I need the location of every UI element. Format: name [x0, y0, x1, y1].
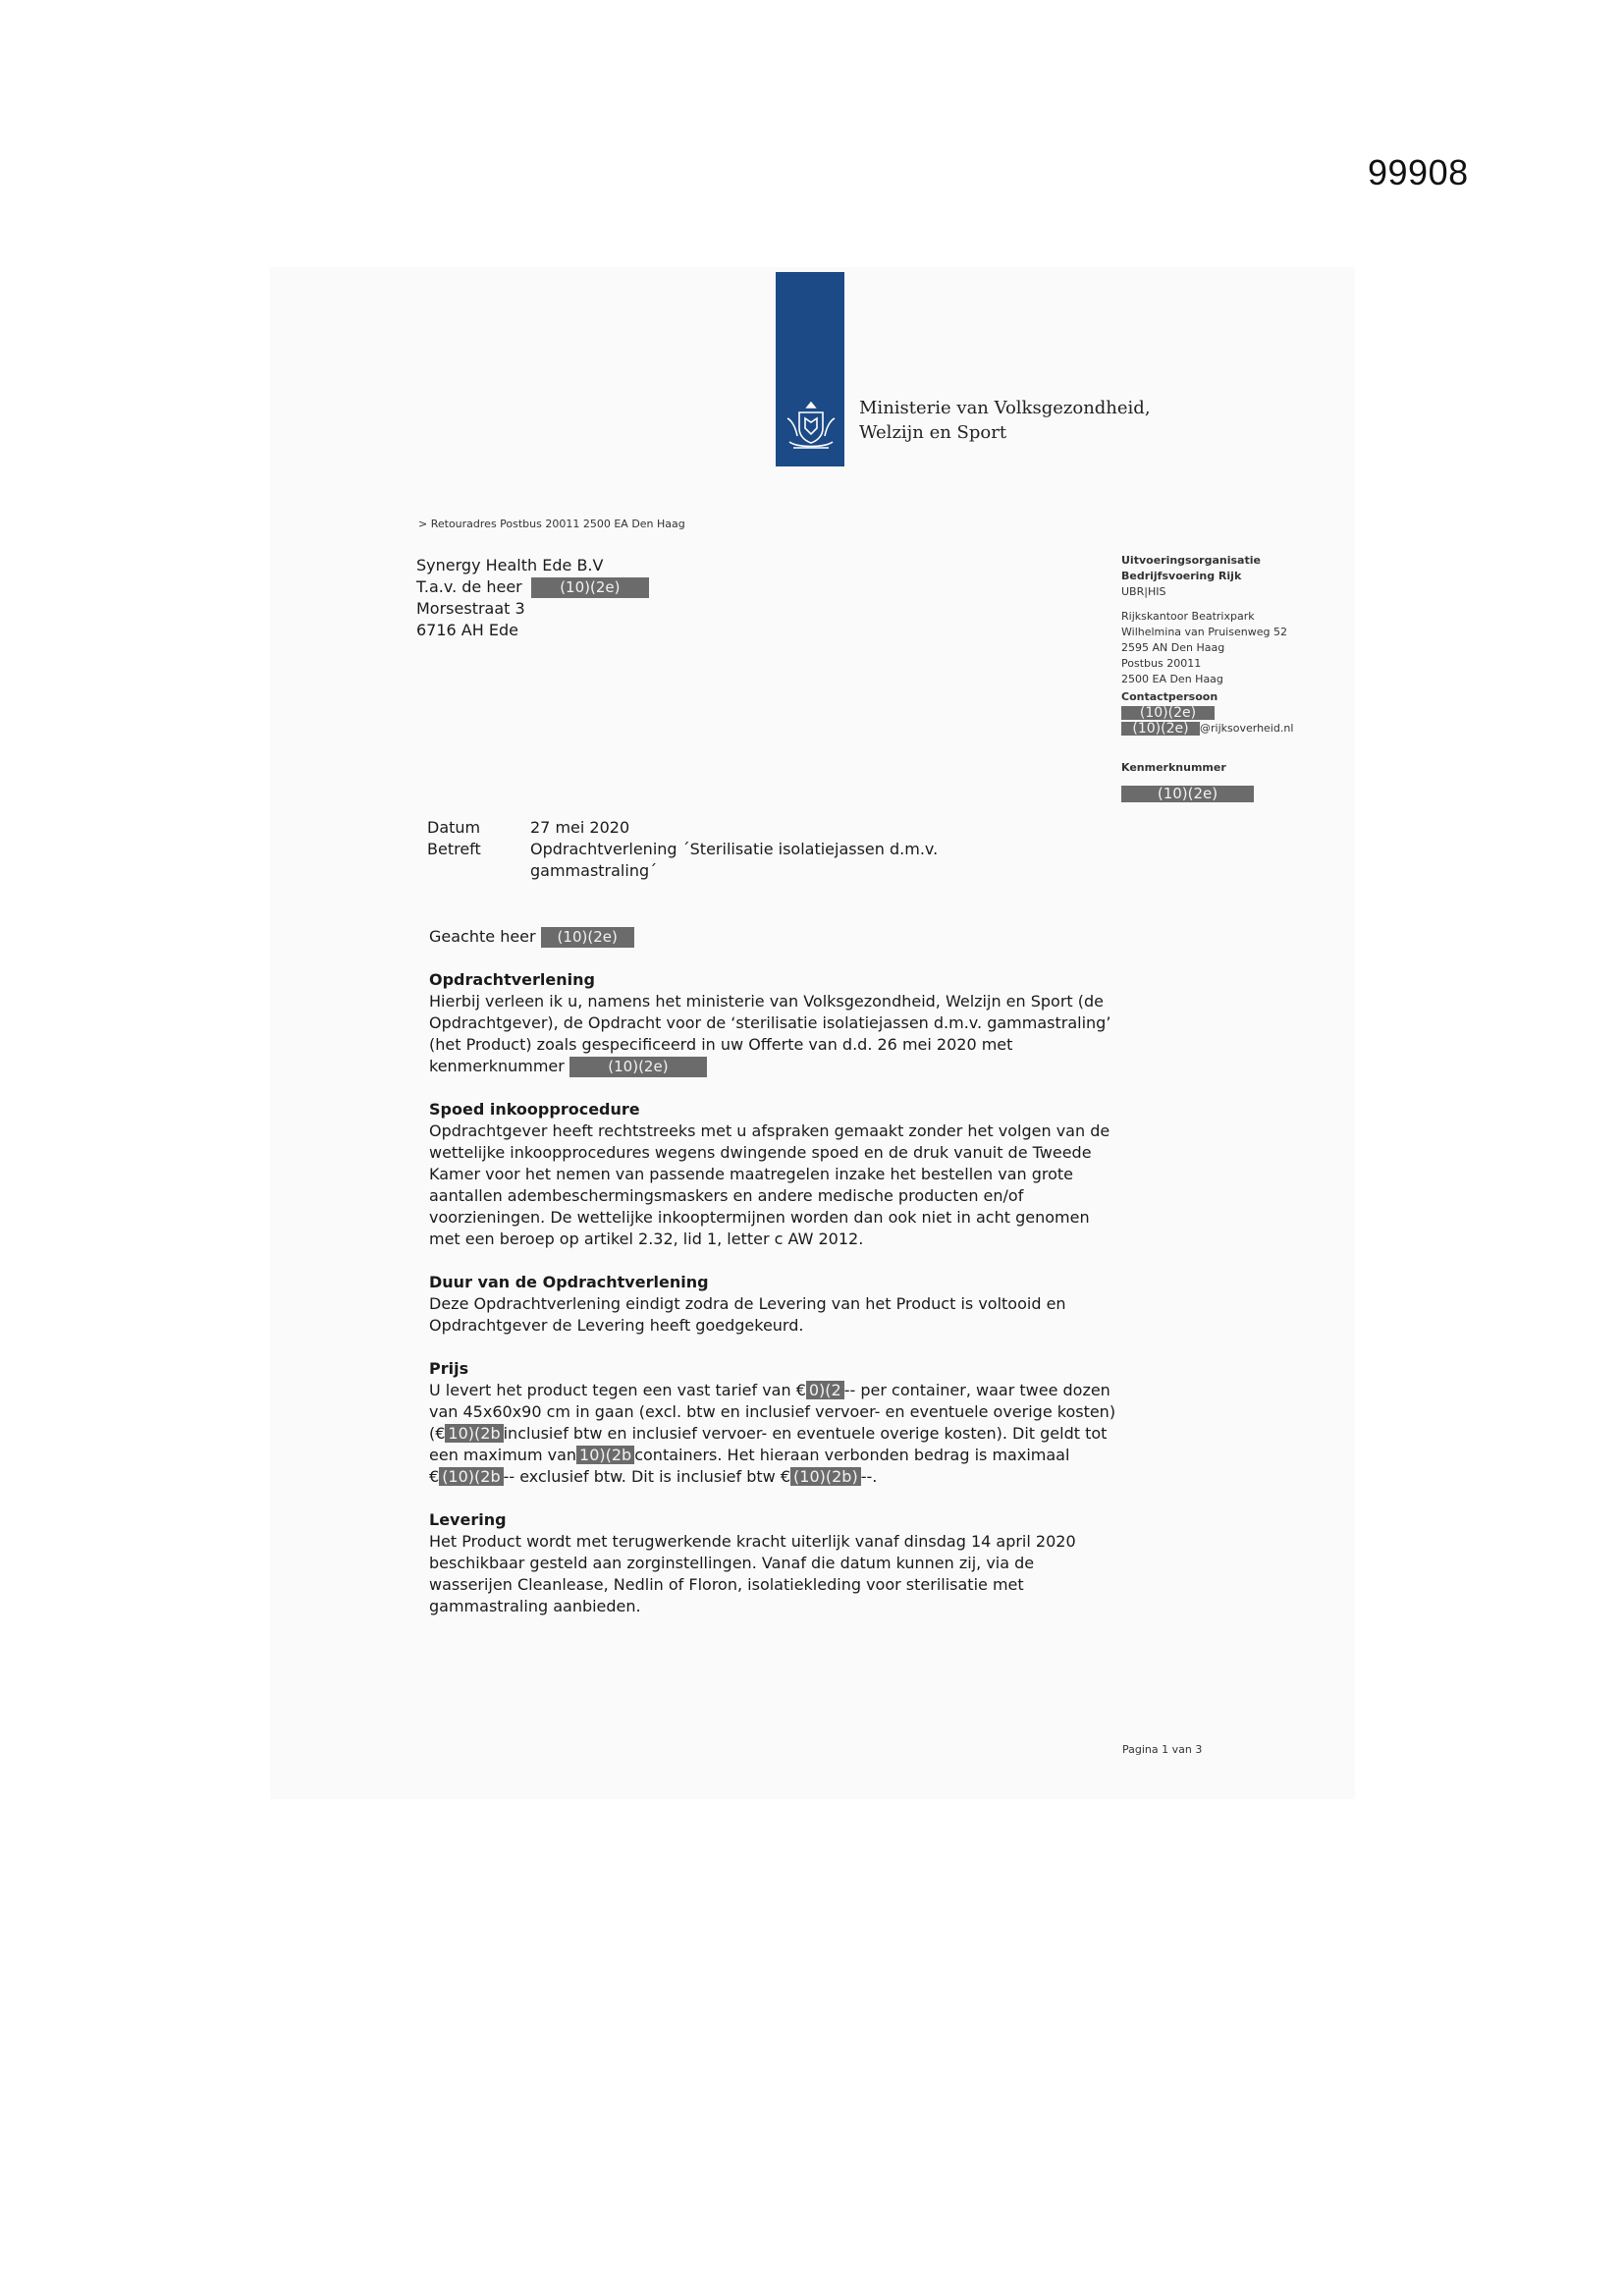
betreft-label: Betreft [427, 840, 481, 858]
section-text-prijs [429, 1380, 1116, 1488]
datum-label: Datum [427, 818, 481, 837]
section-1-text: Hierbij verleen ik u, namens het ministerie van Volksgezondheid, Welzijn en Sport (de Opdrachtgever), de Opdracht voor de ‘sterilisatie isolatiejassen d.m.v. gammastraling’ (het Product) zoals gespecificeerd in uw Offerte van d.d. 26 mei 2020 met kenmerknummer [429, 992, 1111, 1075]
redaction-block: 10)(2b [445, 1424, 503, 1443]
sender-address-5: 2500 EA Den Haag [1121, 673, 1223, 685]
ministry-logo-bar [776, 272, 844, 466]
section-title-levering: Levering [429, 1510, 507, 1529]
letter-meta [427, 817, 1001, 882]
redaction-block: 0)(2 [806, 1381, 844, 1399]
section-title-spoed: Spoed inkoopprocedure [429, 1100, 640, 1119]
salutation [429, 926, 1116, 948]
section-text-spoed: Opdrachtgever heeft rechtstreeks met u afspraken gemaakt zonder het volgen van de wettelijke inkoopprocedures wegens dwingende spoed en de druk vanuit de Tweede Kamer voor het nemen van passende maatregelen inzake het bestellen van grote aantallen adembeschermingsmaskers en andere medische producten en/of voorzieningen. De wettelijke inkooptermijnen worden dan ook niet in acht genomen met een beroep op artikel 2.32, lid 1, letter c AW 2012. [429, 1121, 1110, 1248]
redaction-block: (10)(2b) [790, 1467, 861, 1486]
ministry-name-line1: Ministerie van Volksgezondheid, [859, 398, 1151, 418]
sender-address-3: 2595 AN Den Haag [1121, 641, 1225, 654]
redaction-block: (10)(2e) [1121, 786, 1254, 802]
recipient-address [416, 555, 649, 641]
redaction-block: 10)(2b [576, 1446, 634, 1464]
contact-email [1121, 721, 1293, 737]
contact-label: Contactpersoon [1121, 690, 1218, 703]
redaction-block: (10)(2e) [531, 577, 649, 598]
sender-address-1: Rijkskantoor Beatrixpark [1121, 610, 1255, 623]
prijs-text-f: --. [860, 1467, 878, 1486]
betreft-value: Opdrachtverlening ´Sterilisatie isolatiejassen d.m.v. gammastraling´ [530, 840, 939, 880]
recipient-street: Morsestraat 3 [416, 599, 525, 618]
section-text-duur: Deze Opdrachtverlening eindigt zodra de Levering van het Product is voltooid en Opdrachtgever de Levering heeft goedgekeurd. [429, 1294, 1066, 1335]
ministry-name [859, 396, 1151, 445]
recipient-city: 6716 AH Ede [416, 621, 518, 639]
return-address: > Retouradres Postbus 20011 2500 EA Den Haag [418, 518, 685, 530]
contact-email-suffix: @rijksoverheid.nl [1200, 722, 1294, 735]
page-footer: Pagina 1 van 3 [1122, 1743, 1203, 1756]
sender-address-4: Postbus 20011 [1121, 657, 1202, 670]
datum-value: 27 mei 2020 [530, 818, 630, 837]
prijs-text-d: containers. Het hieraan verbonden bedrag is maximaal € [429, 1446, 1070, 1486]
contact-person [1121, 705, 1293, 721]
section-title-prijs: Prijs [429, 1359, 469, 1378]
prijs-text-a: U levert het product tegen een vast tarief van € [429, 1381, 806, 1399]
recipient-attn [416, 576, 649, 598]
recipient-company: Synergy Health Ede B.V [416, 556, 604, 574]
kenmerk-value [1121, 786, 1293, 802]
section-title-opdrachtverlening: Opdrachtverlening [429, 970, 595, 989]
sender-org-2: Bedrijfsvoering Rijk [1121, 570, 1242, 582]
recipient-attn-label: T.a.v. de heer [416, 577, 522, 596]
prijs-text-b: -- per container, waar twee dozen van 45x60x90 cm in gaan (excl. btw en inclusief vervoer- en eventuele overige kosten) (€ [429, 1381, 1116, 1443]
section-text-opdrachtverlening [429, 991, 1116, 1077]
prijs-text-e: -- exclusief btw. Dit is inclusief btw € [503, 1467, 791, 1486]
document-number: 99908 [1368, 152, 1469, 192]
letter-body [429, 926, 1116, 1639]
redaction-block: (10)(2e) [569, 1057, 707, 1077]
section-text-levering: Het Product wordt met terugwerkende kracht uiterlijk vanaf dinsdag 14 april 2020 beschikbaar gesteld aan zorginstellingen. Vanaf die datum kunnen zij, via de wasserijen Cleanlease, Nedlin of Floron, isolatiekleding voor sterilisatie met gammastraling aanbieden. [429, 1532, 1076, 1615]
sender-address-2: Wilhelmina van Pruisenweg 52 [1121, 626, 1287, 638]
dutch-coat-of-arms-icon [784, 397, 839, 454]
ministry-name-line2: Welzijn en Sport [859, 422, 1007, 443]
meta-row-betreft [427, 839, 1001, 882]
sender-sidebar [1121, 553, 1293, 802]
meta-row-datum [427, 817, 1001, 839]
redaction-block: (10)(2e) [1121, 722, 1200, 736]
redaction-block: (10)(2e) [1121, 706, 1215, 720]
section-title-duur: Duur van de Opdrachtverlening [429, 1273, 709, 1291]
salutation-text: Geachte heer [429, 927, 536, 946]
sender-org-1: Uitvoeringsorganisatie [1121, 554, 1261, 567]
sender-org-3: UBR|HIS [1121, 585, 1166, 598]
kenmerk-label: Kenmerknummer [1121, 761, 1226, 774]
redaction-block: (10)(2b [439, 1467, 503, 1486]
redaction-block: (10)(2e) [541, 927, 634, 948]
prijs-text-c: inclusief btw en inclusief vervoer- en eventuele overige kosten). Dit geldt tot een maximum van [429, 1424, 1108, 1464]
